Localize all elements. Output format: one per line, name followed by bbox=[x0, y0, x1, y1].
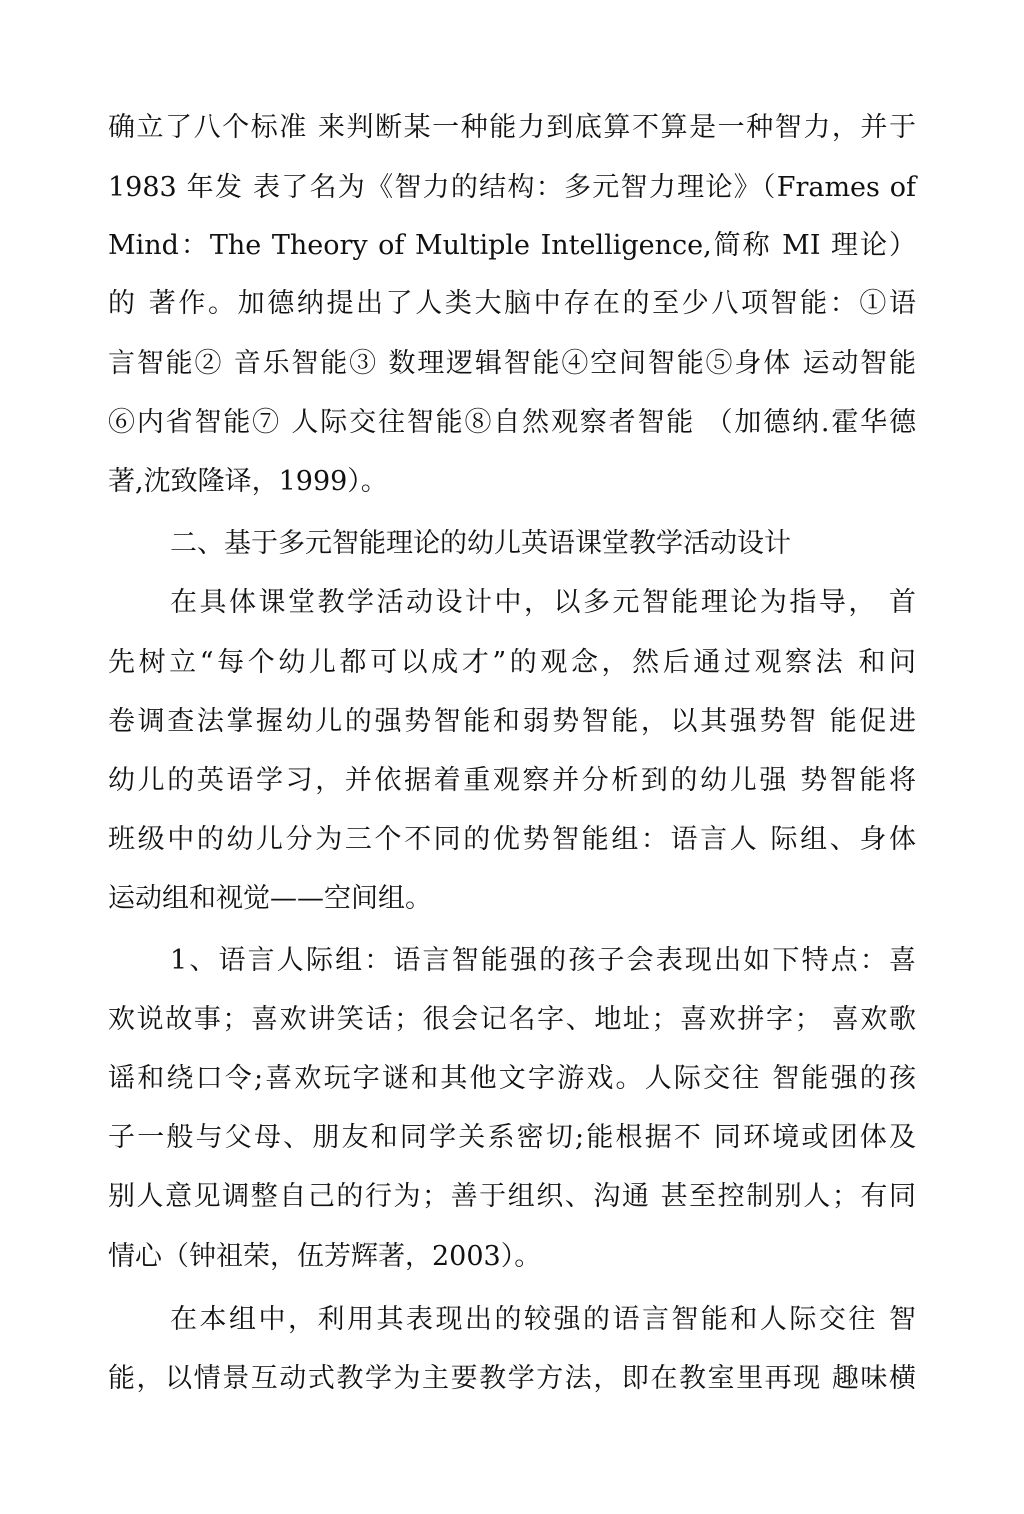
text-line: 1983 年发 表了名为《智力的结构：多元智力理论》（Frames of bbox=[108, 172, 916, 203]
text-line: 运动组和视觉——空间组。 bbox=[108, 883, 432, 914]
text-line: 先树立“每个幼儿都可以成才”的观念，然后通过观察法 和问 bbox=[108, 647, 916, 678]
text-line: 著,沈致隆译，1999）。 bbox=[108, 466, 388, 497]
text-line: Mind：The Theory of Multiple Intelligence,简称 MI 理论） bbox=[108, 230, 916, 261]
text-line: 在具体课堂教学活动设计中，以多元智能理论为指导， 首 bbox=[170, 587, 916, 618]
section-heading: 二、基于多元智能理论的幼儿英语课堂教学活动设计 bbox=[170, 528, 791, 559]
text-line: 谣和绕口令;喜欢玩字谜和其他文字游戏。人际交往 智能强的孩 bbox=[108, 1063, 916, 1094]
text-line: 欢说故事；喜欢讲笑话；很会记名字、地址；喜欢拼字； 喜欢歌 bbox=[108, 1004, 916, 1035]
text-line: 别人意见调整自己的行为；善于组织、沟通 甚至控制别人；有同 bbox=[108, 1181, 916, 1212]
text-line: 言智能② 音乐智能③ 数理逻辑智能④空间智能⑤身体 运动智能 bbox=[108, 348, 916, 379]
text-line: 卷调查法掌握幼儿的强势智能和弱势智能，以其强势智 能促进 bbox=[108, 706, 916, 737]
text-line: 情心（钟祖荣，伍芳辉著，2003）。 bbox=[108, 1241, 542, 1272]
text-line: 的 著作。加德纳提出了人类大脑中存在的至少八项智能：①语 bbox=[108, 288, 916, 319]
text-line: 子一般与父母、朋友和同学关系密切;能根据不 同环境或团体及 bbox=[108, 1122, 916, 1153]
text-line: 幼儿的英语学习，并依据着重观察并分析到的幼儿强 势智能将 bbox=[108, 765, 916, 796]
text-line: 1、语言人际组：语言智能强的孩子会表现出如下特点：喜 bbox=[170, 945, 916, 976]
text-line: 确立了八个标准 来判断某一种能力到底算不算是一种智力，并于 bbox=[108, 112, 916, 143]
text-line: ⑥内省智能⑦ 人际交往智能⑧自然观察者智能 （加德纳.霍华德 bbox=[108, 407, 916, 438]
text-line: 能，以情景互动式教学为主要教学方法，即在教室里再现 趣味横 bbox=[108, 1363, 916, 1394]
text-line: 班级中的幼儿分为三个不同的优势智能组：语言人 际组、身体 bbox=[108, 824, 916, 855]
text-line: 在本组中，利用其表现出的较强的语言智能和人际交往 智 bbox=[170, 1304, 916, 1335]
